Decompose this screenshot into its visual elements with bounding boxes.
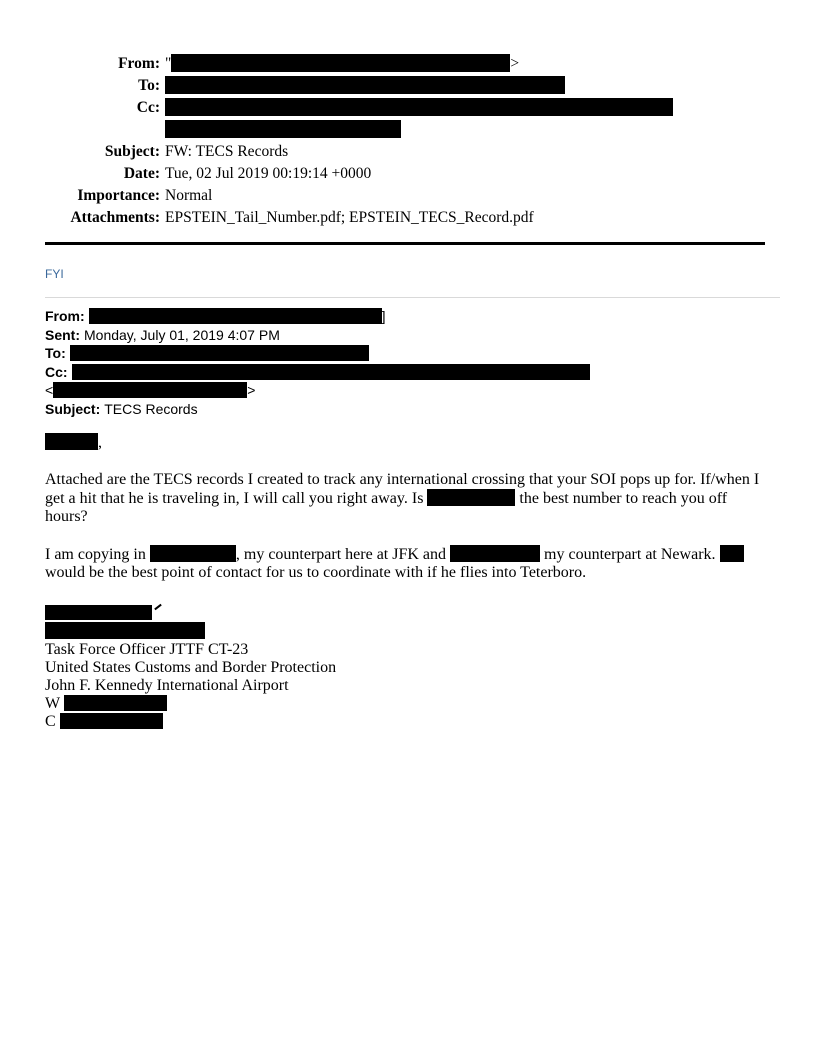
date-label: Date: [123,165,160,182]
body-paragraph [45,545,770,582]
email-body [45,433,770,582]
header-row-cc [45,363,771,400]
header-row-date [45,163,771,185]
cc-value [165,97,771,141]
signature-location [45,677,771,695]
text-segment: < [45,382,54,398]
to-label: To: [45,345,66,361]
cc-label: Cc: [45,363,68,380]
signature-cell-phone [45,713,771,731]
text-segment: Tue, 02 Jul 2019 00:19:14 +0000 [165,165,372,182]
to-value [165,75,771,97]
redaction-bar [53,382,247,398]
header-row-to [45,344,771,363]
subject-label: Subject: [45,400,101,417]
signature-ink-stroke [154,604,162,611]
text-segment: Attached are the TECS records I created to track any international crossing that your SOI pops up for. If/when I get a hit that he is traveling in, I will call you right away. Is [45,471,760,507]
inner-email-header [45,307,771,418]
text-segment: , my counterpart here at JFK and [235,546,451,563]
salutation [45,433,770,452]
quoted-message-divider [45,297,780,298]
fyi-note: FYI [45,267,64,281]
from-label: From: [118,55,160,72]
from-label: From: [45,308,85,324]
header-divider-rule [45,242,765,245]
sent-value [84,327,280,343]
cc-label: Cc: [136,99,160,116]
redaction-bar [45,622,205,639]
redaction-bar [45,433,98,450]
redaction-bar [60,713,163,729]
text-segment: W [45,695,64,712]
signature-work-phone [45,695,771,713]
text-segment: , [98,434,102,451]
to-label: To: [138,77,160,94]
header-row-subject [45,141,771,163]
signature-title-redacted [45,622,771,641]
redaction-bar [165,120,401,138]
header-row-attachments [45,207,771,229]
signature-block [45,604,771,731]
redaction-bar [150,545,236,562]
redaction-bar [450,545,540,562]
cc-value [45,364,590,399]
redaction-bar [165,76,565,94]
date-value [165,163,771,185]
text-segment: Task Force Officer JTTF CT-23 [45,641,249,658]
to-value [70,345,369,361]
signature-name-redacted [45,604,771,622]
text-segment: > [510,55,520,72]
text-segment: Monday, July 01, 2019 4:07 PM [84,326,280,343]
redaction-bar [89,308,382,324]
signature-agency [45,659,771,677]
text-segment: " [165,55,172,72]
sent-label: Sent: [45,326,80,343]
header-row-to [45,75,771,97]
from-value [165,53,771,75]
text-segment: Normal [165,187,213,204]
attachments-value [165,207,771,229]
text-segment: my counterpart at Newark. [540,546,720,563]
text-segment: ] [381,308,386,324]
header-row-subject [45,400,771,419]
text-segment: C [45,713,60,730]
importance-value [165,185,771,207]
header-row-importance [45,185,771,207]
text-segment: the best number to reach you off hours? [45,490,728,525]
subject-label: Subject: [104,143,160,160]
redaction-bar [70,345,369,361]
text-segment: TECS Records [104,400,198,417]
signature-role [45,641,771,659]
redaction-bar [171,54,510,72]
text-segment: > [247,382,256,398]
text-segment: I am copying in [45,546,150,563]
text-segment: FW: TECS Records [165,143,289,160]
header-row-from [45,307,771,326]
header-row-from [45,53,771,75]
text-segment: United States Customs and Border Protection [45,659,337,676]
from-value [89,308,386,324]
text-segment: John F. Kennedy International Airport [45,677,289,694]
outer-email-header [45,53,771,229]
subject-value [104,401,197,417]
redaction-bar [45,605,152,620]
redaction-bar [64,695,167,711]
header-row-cc [45,97,771,141]
importance-label: Importance: [77,187,160,204]
attachments-label: Attachments: [70,209,160,226]
redaction-bar [72,364,590,380]
redaction-bar [165,98,673,116]
subject-value [165,141,771,163]
text-segment: EPSTEIN_Tail_Number.pdf; EPSTEIN_TECS_Record.pdf [165,209,534,226]
text-segment: would be the best point of contact for us to coordinate with if he flies into Teterboro. [45,564,587,581]
redaction-bar [720,545,744,562]
redaction-bar [427,489,515,506]
body-paragraph [45,471,770,526]
header-row-sent [45,326,771,345]
